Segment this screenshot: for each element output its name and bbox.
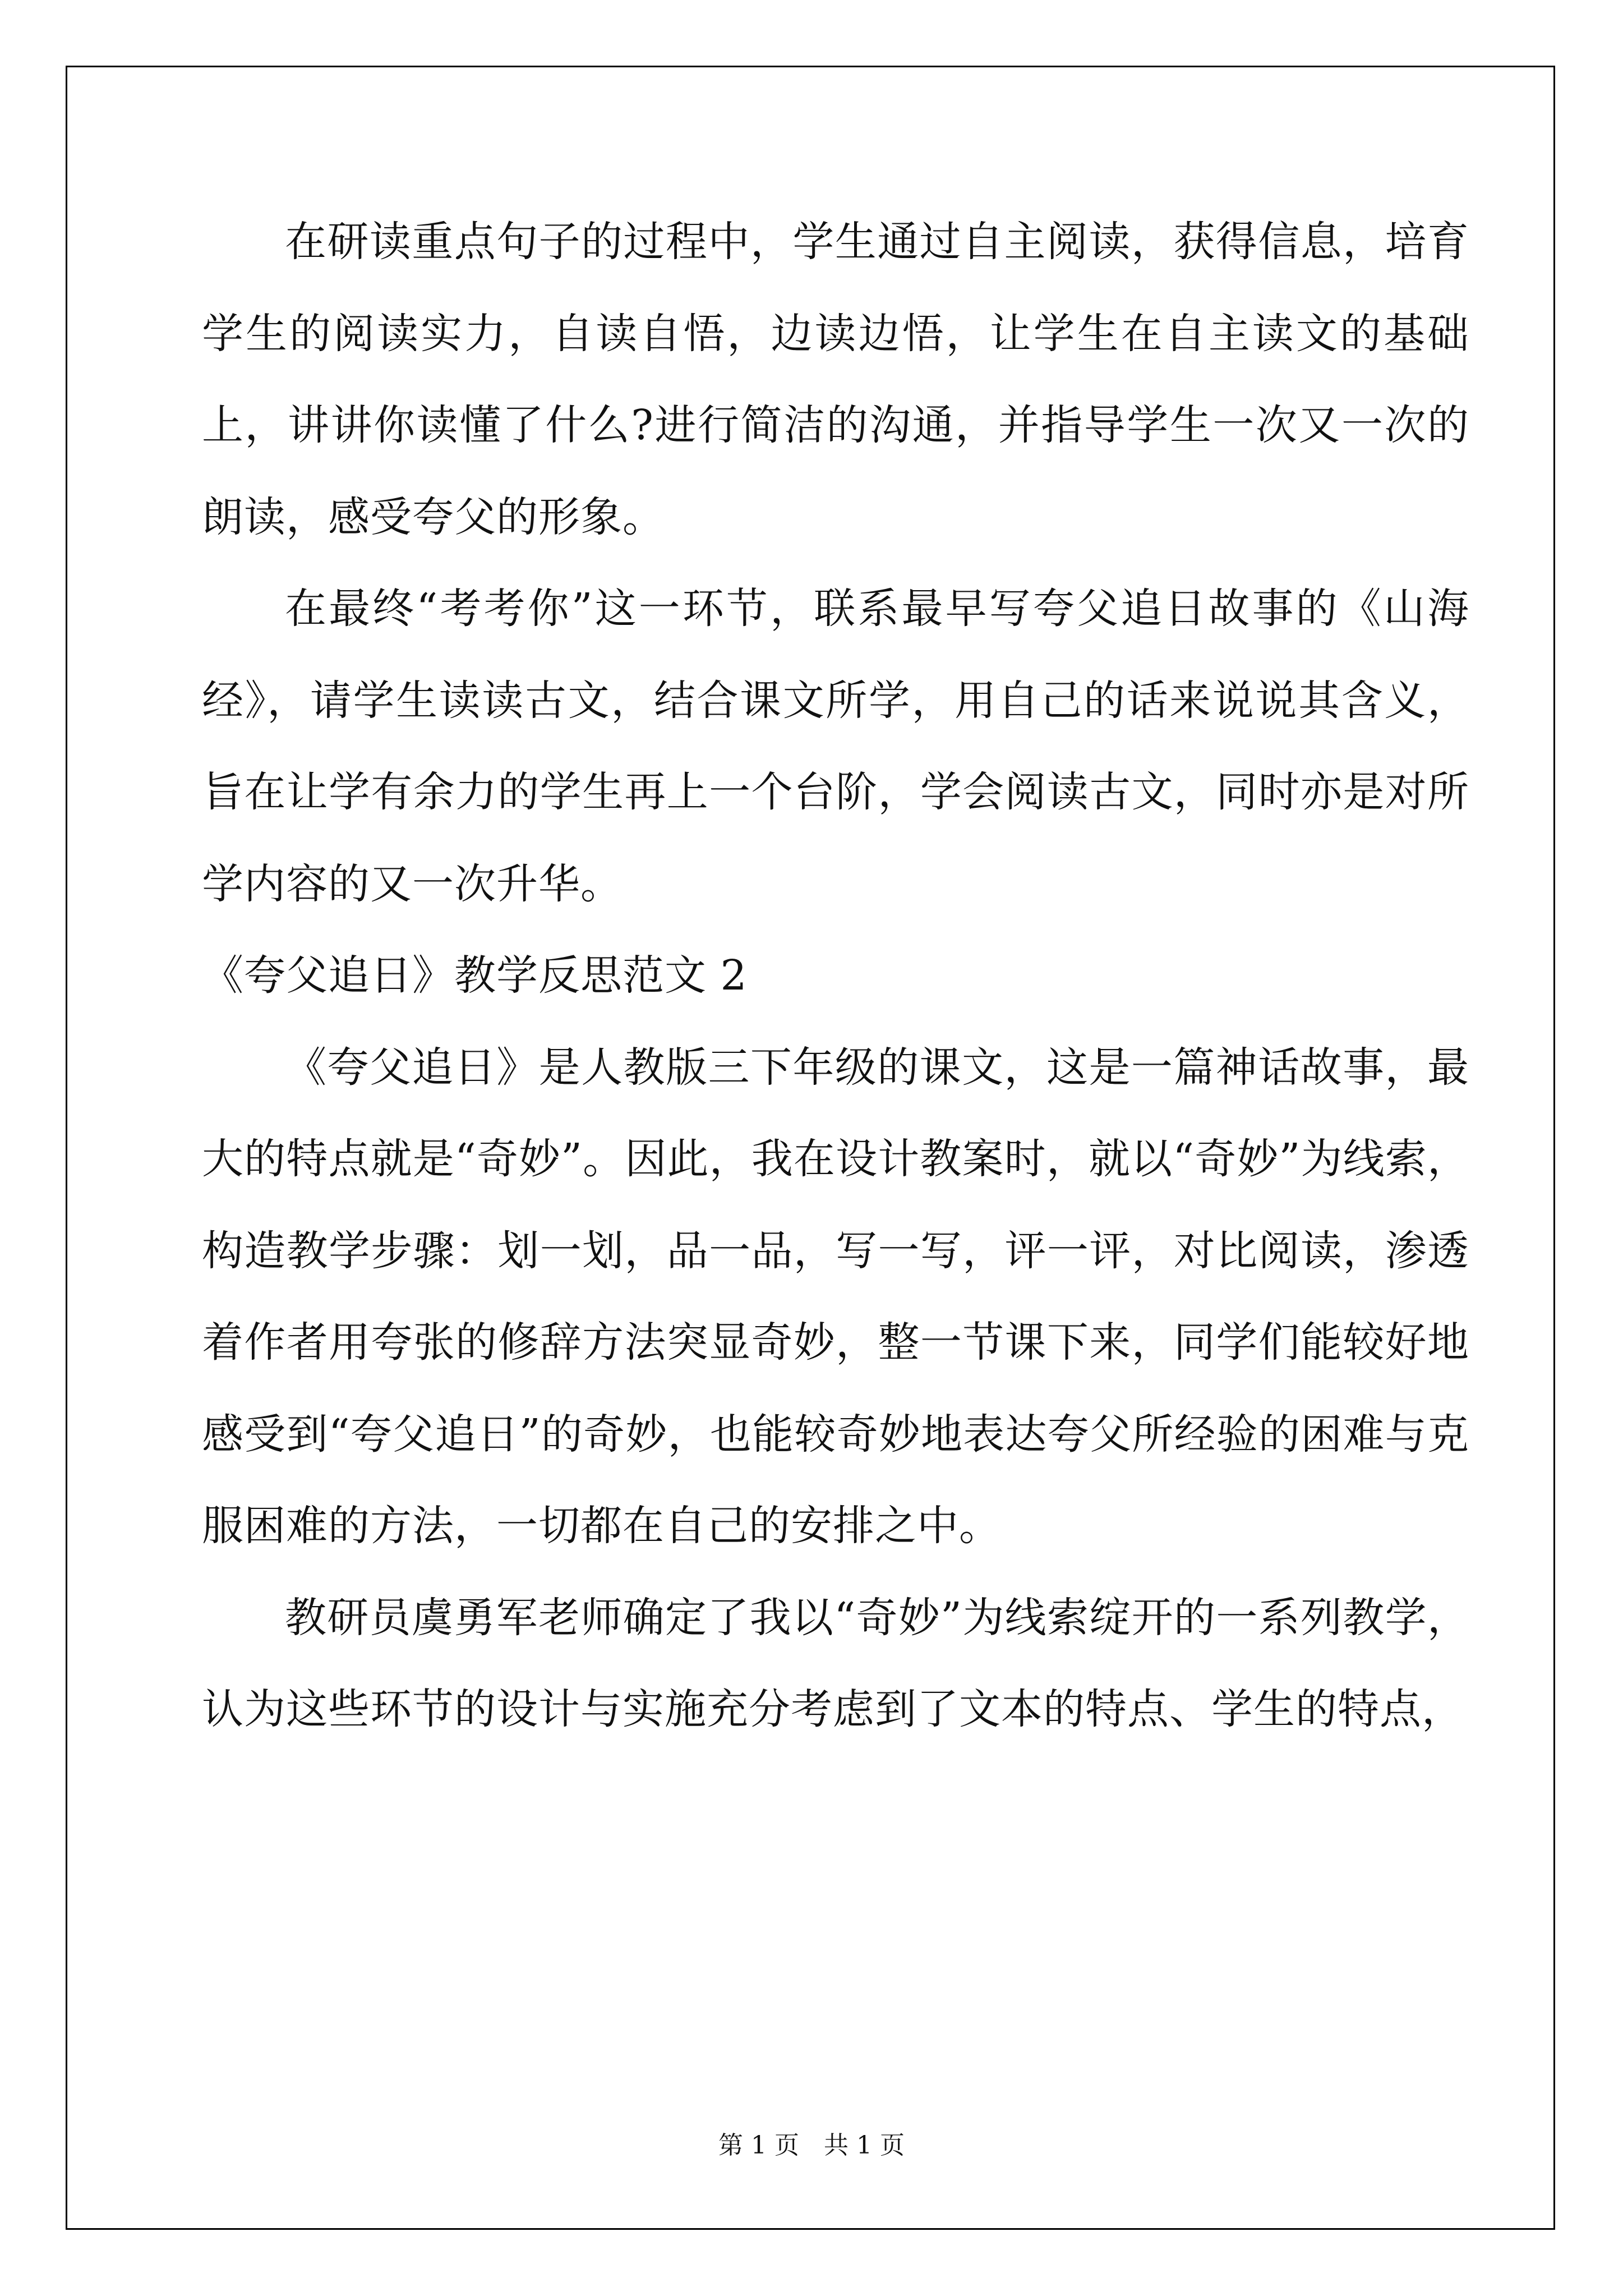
paragraph-reading-key-sentences: 在研读重点句子的过程中，学生通过自主阅读，获得信息，培育学生的阅读实力，自读自悟，边读边悟，让学生在自主读文的基础上，讲讲你读懂了什么?进行简洁的沟通，并指导学生一次又一次的朗读，感受夸父的形象。 <box>202 218 1469 541</box>
document-body <box>202 196 1469 1756</box>
paragraph-shanhaijing-exercise: 在最终“考考你”这一环节，联系最早写夸父追日故事的《山海经》，请学生读读古文，结合课文所学，用自己的话来说说其含义，旨在让学有余力的学生再上一个台阶，学会阅读古文，同时亦是对所学内容的又一次升华。 <box>202 585 1469 908</box>
page-number-footer: 第 1 页 共 1 页 <box>718 2131 905 2160</box>
section-heading: 《夸父追日》教学反思范文 2 <box>202 951 748 1000</box>
paragraph-teaching-researcher: 教研员虞勇军老师确定了我以“奇妙”为线索绽开的一系列教学，认为这些环节的设计与实施充分考虑到了文本的特点、学生的特点， <box>202 1593 1469 1733</box>
paragraph-lesson-design: 《夸父追日》是人教版三下年级的课文，这是一篇神话故事，最大的特点就是“奇妙”。因此，我在设计教案时，就以“奇妙”为线索，构造教学步骤：划一划，品一品，写一写，评一评，对比阅读，渗透着作者用夸张的修辞方法突显奇妙，整一节课下来，同学们能较好地感受到“夸父追日”的奇妙，也能较奇妙地表达夸父所经验的困难与克服困难的方法，一切都在自己的安排之中。 <box>202 1043 1469 1550</box>
